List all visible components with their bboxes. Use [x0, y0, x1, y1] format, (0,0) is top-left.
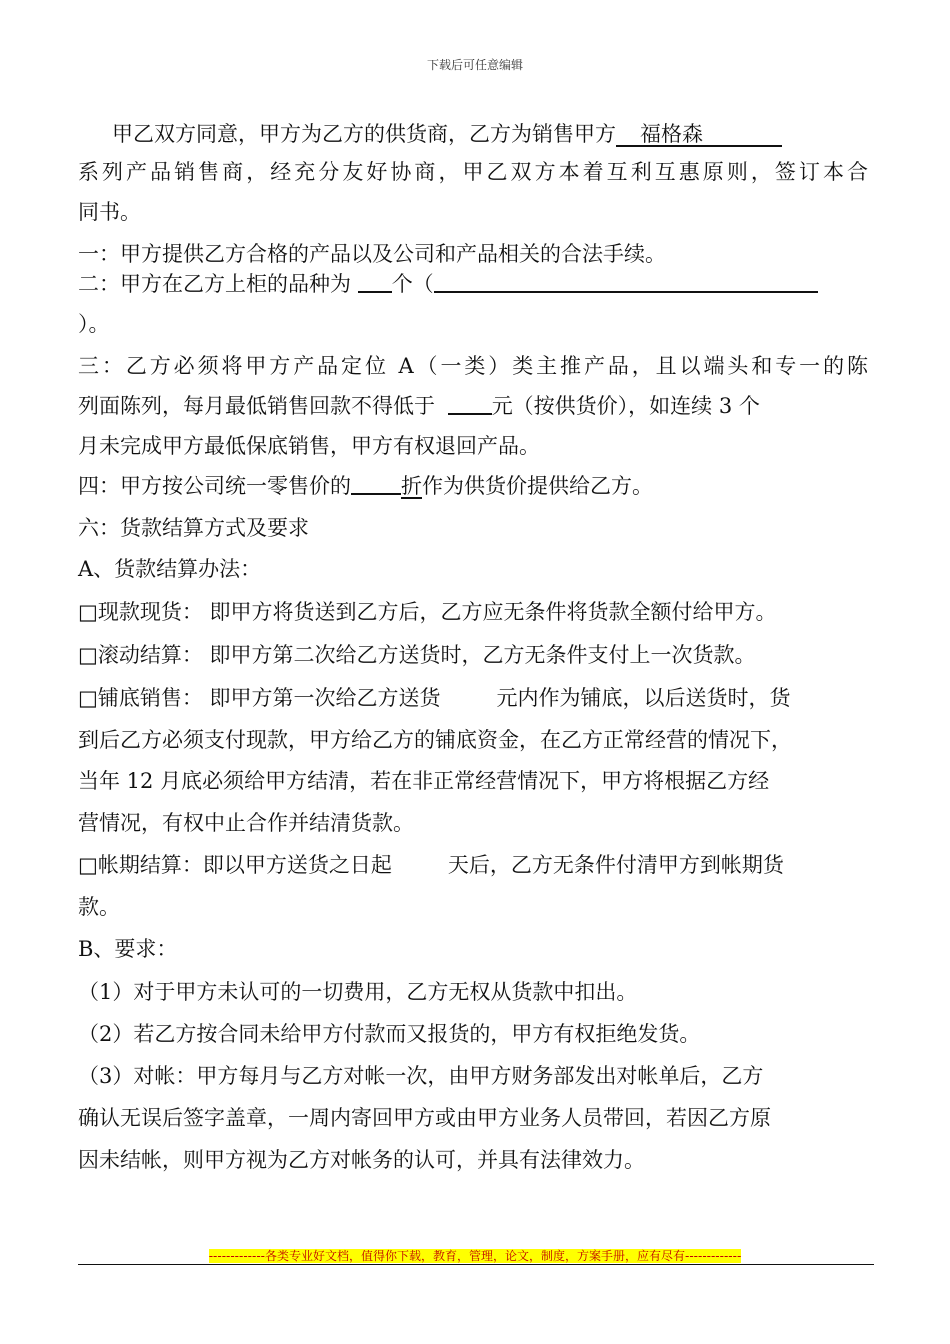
option-cash: □现款现货： 即甲方将货送到乙方后，乙方应无条件将货款全额付给甲方。	[78, 600, 777, 624]
option-base-stock-line-2: 到后乙方必须支付现款，甲方给乙方的铺底资金，在乙方正常经营的情况下，	[78, 728, 792, 752]
requirement-2: （2）若乙方按合同未给甲方付款而又报货的，甲方有权拒绝发货。	[78, 1022, 701, 1046]
clause-3-line-2: 列面陈列，每月最低销售回款不得低于 元（按供货价），如连续 3 个	[78, 394, 760, 418]
clause-4: 四：甲方按公司统一零售价的 折作为供货价提供给乙方。	[78, 474, 653, 498]
option-base-stock-line-4: 营情况，有权中止合作并结清货款。	[78, 811, 414, 835]
clause-2: 二：甲方在乙方上柜的品种为 个（	[78, 268, 818, 298]
brand-field: 福格森	[616, 123, 782, 147]
variety-list-blank	[434, 271, 818, 293]
clause-3-line-3: 月未完成甲方最低保底销售，甲方有权退回产品。	[78, 434, 540, 458]
option-credit-line-1: □帐期结算：即以甲方送货之日起 天后，乙方无条件付清甲方到帐期货	[78, 853, 784, 877]
option-base-stock-line-3: 当年 12 月底必须给甲方结清，若在非正常经营情况下，甲方将根据乙方经	[78, 769, 770, 793]
requirement-1: （1）对于甲方未认可的一切费用，乙方无权从货款中扣出。	[78, 980, 638, 1004]
section-b-title: B、要求：	[78, 937, 178, 961]
footer-banner: -------------各类专业好文档，值得你下载，教育，管理，论文，制度，方案手册，应有尽有-------------	[208, 1249, 742, 1263]
option-base-stock-line-1: □铺底销售： 即甲方第一次给乙方送货 元内作为铺底，以后送货时，货	[78, 686, 791, 710]
intro-line-3: 同书。	[78, 200, 141, 224]
intro-line-2: 系列产品销售商，经充分友好协商，甲乙双方本着互利互惠原则，签订本合	[78, 160, 868, 184]
intro-line-1: 甲乙双方同意，甲方为乙方的供货商，乙方为销售甲方 福格森	[112, 118, 782, 148]
section-a-title: A、货款结算办法：	[78, 557, 262, 581]
discount-blank	[351, 473, 401, 495]
option-credit-line-2: 款。	[78, 895, 120, 919]
clause-3-line-1: 三：乙方必须将甲方产品定位 A（一类）类主推产品，且以端头和专一的陈	[78, 354, 868, 378]
requirement-3-line-3: 因未结帐，则甲方视为乙方对帐务的认可，并具有法律效力。	[78, 1148, 645, 1172]
clause-6-title: 六：货款结算方式及要求	[78, 516, 309, 540]
min-payment-blank	[448, 393, 492, 415]
option-rolling: □滚动结算： 即甲方第二次给乙方送货时，乙方无条件支付上一次货款。	[78, 643, 756, 667]
variety-count-blank	[358, 271, 392, 293]
page-header: 下载后可任意编辑	[426, 58, 523, 72]
clause-2-close: ）。	[78, 312, 110, 336]
requirement-3-line-2: 确认无误后签字盖章，一周内寄回甲方或由甲方业务人员带回，若因乙方原	[78, 1106, 771, 1130]
footer-divider	[78, 1264, 874, 1265]
page-footer	[0, 1245, 950, 1264]
requirement-3-line-1: （3）对帐：甲方每月与乙方对帐一次，由甲方财务部发出对帐单后，乙方	[78, 1064, 764, 1088]
clause-1: 一：甲方提供乙方合格的产品以及公司和产品相关的合法手续。	[78, 242, 666, 266]
